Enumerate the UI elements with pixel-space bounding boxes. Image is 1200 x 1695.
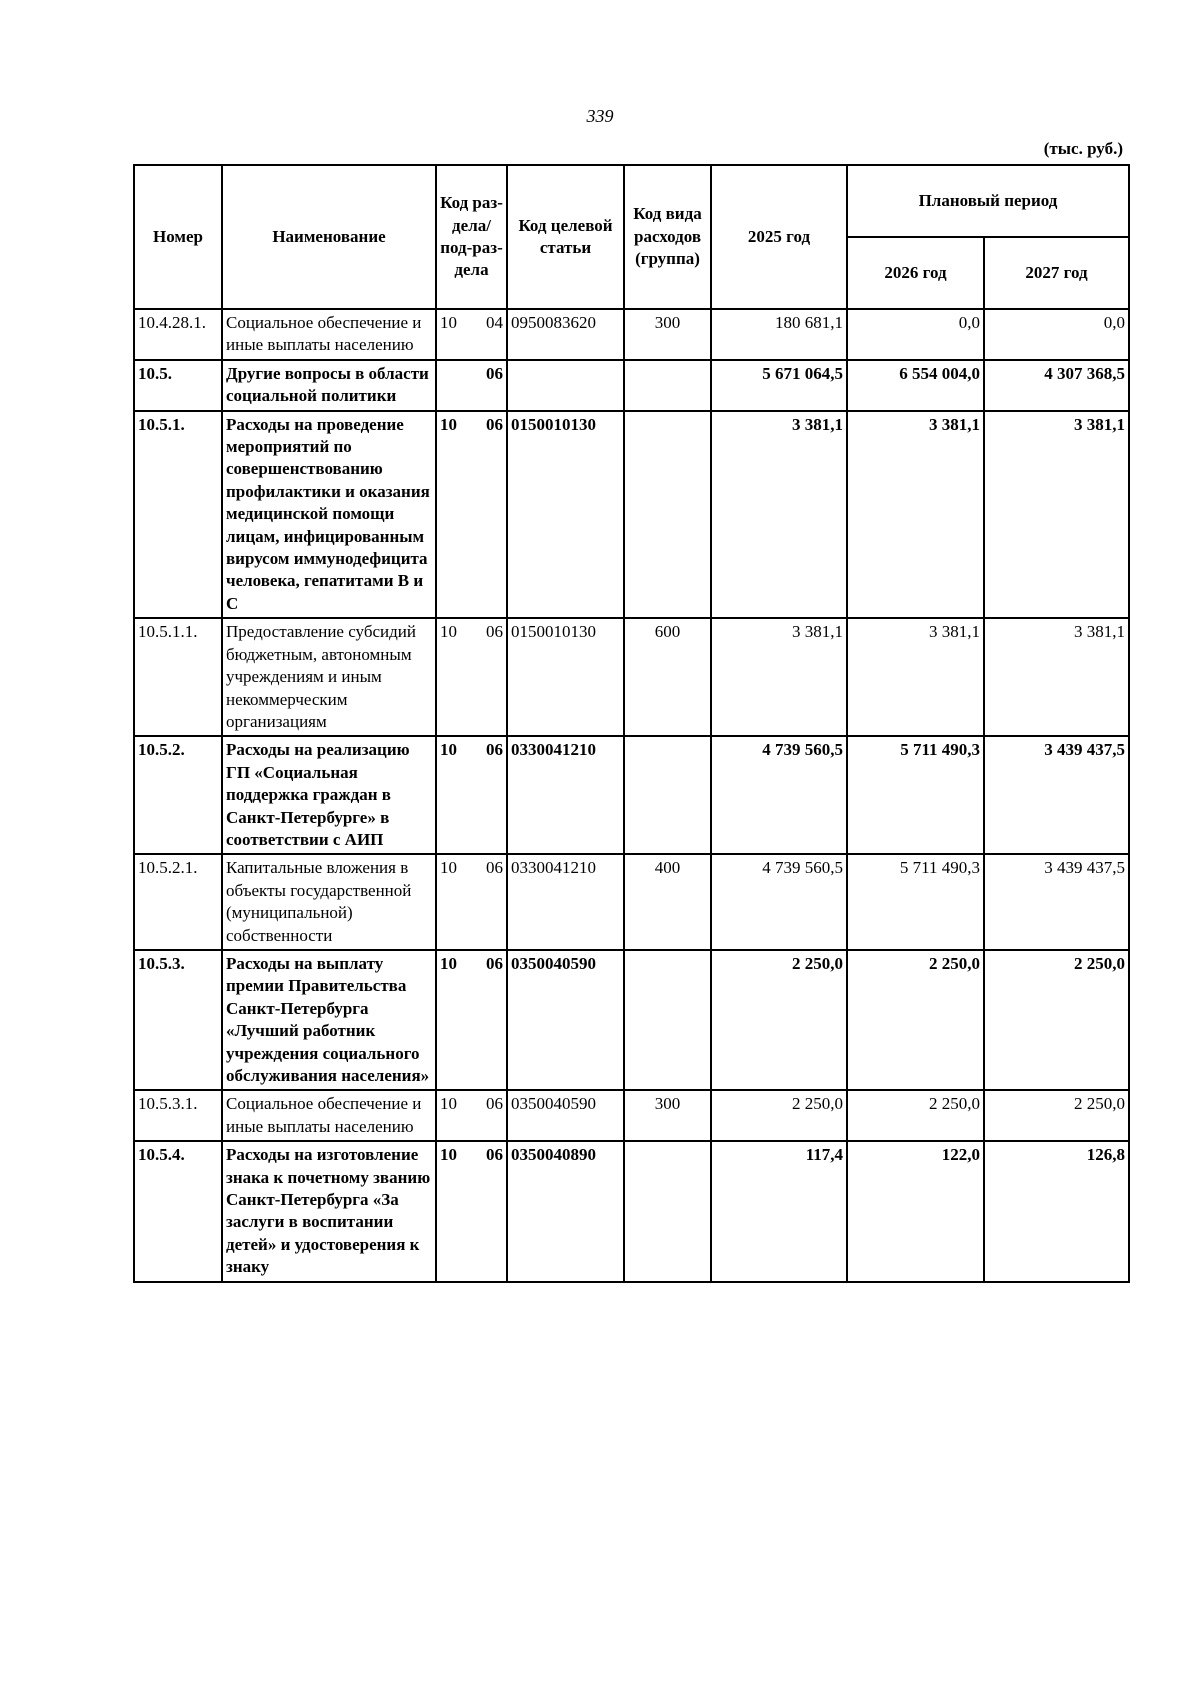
header-kod-razdela: Код раз-дела/ под-раз-дела [436, 165, 507, 309]
row-vid-rashodov: 300 [624, 1090, 711, 1141]
row-razdel-podrazdel [436, 854, 507, 950]
row-name: Расходы на проведение мероприятий по совершенствованию профилактики и оказания медицинской помощи лицам, инфицированным вирусом иммунодефицита человека, гепатитами В и С [222, 411, 436, 619]
row-razdel-podrazdel [436, 1090, 507, 1141]
row-tselevaya-statya: 0350040890 [507, 1141, 624, 1281]
header-2027: 2027 год [984, 237, 1129, 309]
row-tselevaya-statya: 0350040590 [507, 1090, 624, 1141]
row-podrazdel: 06 [486, 363, 503, 383]
row-razdel: 10 [440, 740, 457, 760]
row-number: 10.5.2. [134, 736, 222, 854]
table-row [134, 1141, 1129, 1281]
row-2027: 0,0 [984, 309, 1129, 360]
row-razdel: 10 [440, 414, 457, 434]
row-podrazdel: 06 [486, 740, 503, 760]
row-razdel-podrazdel [436, 360, 507, 411]
row-vid-rashodov: 600 [624, 618, 711, 736]
row-number: 10.5.2.1. [134, 854, 222, 950]
row-vid-rashodov [624, 1141, 711, 1281]
row-2025: 3 381,1 [711, 618, 847, 736]
row-number: 10.5.1.1. [134, 618, 222, 736]
row-razdel: 10 [440, 953, 457, 973]
row-2025: 3 381,1 [711, 411, 847, 619]
row-razdel: 10 [440, 313, 457, 332]
row-2025: 2 250,0 [711, 950, 847, 1090]
row-podrazdel: 06 [486, 622, 503, 642]
row-podrazdel: 06 [486, 953, 503, 973]
units-label: (тыс. руб.) [1043, 139, 1123, 158]
row-number: 10.5.3.1. [134, 1090, 222, 1141]
row-2026: 0,0 [847, 309, 984, 360]
row-2025: 4 739 560,5 [711, 854, 847, 950]
row-vid-rashodov: 400 [624, 854, 711, 950]
row-name: Расходы на выплату премии Правительства Санкт-Петербурга «Лучший работник учреждения социального обслуживания населения» [222, 950, 436, 1090]
row-2027: 4 307 368,5 [984, 360, 1129, 411]
row-number: 10.4.28.1. [134, 309, 222, 360]
row-razdel: 10 [440, 622, 457, 642]
row-tselevaya-statya: 0950083620 [507, 309, 624, 360]
row-tselevaya-statya: 0330041210 [507, 736, 624, 854]
row-2026: 2 250,0 [847, 950, 984, 1090]
row-2026: 5 711 490,3 [847, 854, 984, 950]
row-name: Другие вопросы в области социальной политики [222, 360, 436, 411]
row-podrazdel: 06 [486, 414, 503, 434]
row-2025: 117,4 [711, 1141, 847, 1281]
row-razdel: 10 [440, 1145, 457, 1165]
row-podrazdel: 06 [486, 1094, 503, 1114]
row-2027: 2 250,0 [984, 1090, 1129, 1141]
table-row [134, 736, 1129, 854]
header-planovyy-period: Плановый период [847, 165, 1129, 237]
row-name: Расходы на реализацию ГП «Социальная поддержка граждан в Санкт-Петербурге» в соответствии с АИП [222, 736, 436, 854]
header-kod-vida-rashodov: Код вида расходов (группа) [624, 165, 711, 309]
table-row [134, 360, 1129, 411]
budget-table [133, 164, 1130, 1283]
header-kod-tselevoy-stati: Код целевой статьи [507, 165, 624, 309]
row-podrazdel: 06 [486, 858, 503, 878]
header-2025: 2025 год [711, 165, 847, 309]
row-number: 10.5. [134, 360, 222, 411]
row-name: Социальное обеспечение и иные выплаты населению [222, 309, 436, 360]
row-razdel-podrazdel [436, 618, 507, 736]
row-tselevaya-statya: 0330041210 [507, 854, 624, 950]
table-row [134, 1090, 1129, 1141]
row-2026: 3 381,1 [847, 411, 984, 619]
row-tselevaya-statya [507, 360, 624, 411]
row-2027: 126,8 [984, 1141, 1129, 1281]
row-number: 10.5.1. [134, 411, 222, 619]
row-tselevaya-statya: 0350040590 [507, 950, 624, 1090]
row-2026: 6 554 004,0 [847, 360, 984, 411]
row-name: Расходы на изготовление знака к почетному званию Санкт-Петербурга «За заслуги в воспитании детей» и удостоверения к знаку [222, 1141, 436, 1281]
row-2026: 5 711 490,3 [847, 736, 984, 854]
table-row [134, 618, 1129, 736]
row-razdel-podrazdel [436, 309, 507, 360]
row-number: 10.5.4. [134, 1141, 222, 1281]
row-name: Социальное обеспечение и иные выплаты населению [222, 1090, 436, 1141]
row-2026: 122,0 [847, 1141, 984, 1281]
row-podrazdel: 06 [486, 1145, 503, 1165]
row-razdel-podrazdel [436, 411, 507, 619]
header-naimenovanie: Наименование [222, 165, 436, 309]
row-razdel: 10 [440, 1094, 457, 1114]
row-2027: 3 439 437,5 [984, 736, 1129, 854]
row-2025: 180 681,1 [711, 309, 847, 360]
table-row [134, 950, 1129, 1090]
page-number: 339 [586, 106, 614, 126]
row-name: Капитальные вложения в объекты государственной (муниципальной) собственности [222, 854, 436, 950]
header-2026: 2026 год [847, 237, 984, 309]
row-2026: 3 381,1 [847, 618, 984, 736]
row-2027: 3 381,1 [984, 411, 1129, 619]
table-row [134, 309, 1129, 360]
row-2025: 4 739 560,5 [711, 736, 847, 854]
row-vid-rashodov [624, 950, 711, 1090]
row-2025: 5 671 064,5 [711, 360, 847, 411]
row-vid-rashodov [624, 736, 711, 854]
row-podrazdel: 04 [486, 313, 503, 332]
row-tselevaya-statya: 0150010130 [507, 411, 624, 619]
row-number: 10.5.3. [134, 950, 222, 1090]
row-name: Предоставление субсидий бюджетным, автономным учреждениям и иным некоммерческим организациям [222, 618, 436, 736]
row-2027: 3 381,1 [984, 618, 1129, 736]
row-2027: 3 439 437,5 [984, 854, 1129, 950]
row-vid-rashodov [624, 411, 711, 619]
header-row [134, 165, 1129, 237]
row-razdel: 10 [440, 858, 457, 878]
row-razdel-podrazdel [436, 950, 507, 1090]
row-2025: 2 250,0 [711, 1090, 847, 1141]
row-vid-rashodov: 300 [624, 309, 711, 360]
row-tselevaya-statya: 0150010130 [507, 618, 624, 736]
row-razdel-podrazdel [436, 1141, 507, 1281]
header-nomer: Номер [134, 165, 222, 309]
row-2026: 2 250,0 [847, 1090, 984, 1141]
table-row [134, 854, 1129, 950]
row-vid-rashodov [624, 360, 711, 411]
row-razdel-podrazdel [436, 736, 507, 854]
table-row [134, 411, 1129, 619]
row-2027: 2 250,0 [984, 950, 1129, 1090]
